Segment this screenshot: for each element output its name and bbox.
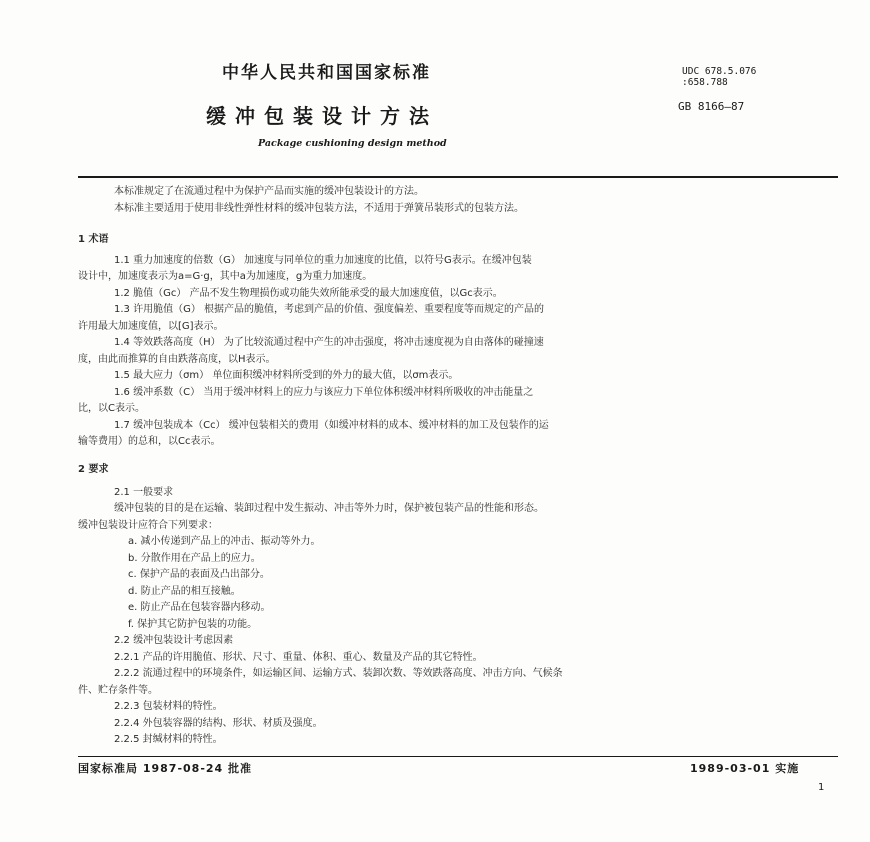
section-2 — [78, 462, 836, 749]
list-item: c. 保护产品的表面及凸出部分。 — [128, 569, 270, 580]
term-line: 1.3 许用脆值（G） 根据产品的脆值，考虑到产品的价值、强度偏差、重要程度等而规定的产品的 — [114, 304, 545, 315]
intro-line: 本标准主要适用于使用非线性弹性材料的缓冲包装方法，不适用于弹簧吊装形式的包装方法。 — [114, 202, 524, 214]
term-line: 1.2 脆值（Gc） 产品不发生物理损伤或功能失效所能承受的最大加速度值，以Gc表示。 — [114, 287, 503, 299]
intro-line: 本标准规定了在流通过程中为保护产品而实施的缓冲包装设计的方法。 — [114, 186, 424, 197]
page-number: 1 — [818, 782, 825, 793]
term-line: 设计中，加速度表示为a=G·g，其中a为加速度，g为重力加速度。 — [78, 271, 373, 282]
body-line: 缓冲包装的目的是在运输、装卸过程中发生振动、冲击等外力时，保护被包装产品的性能和形态。 — [114, 503, 544, 514]
section-heading: 1 术语 — [78, 234, 109, 245]
term-line: 1.4 等效跌落高度（H） 为了比较流通过程中产生的冲击强度，将冲击速度视为自由落体的碰撞速 — [114, 337, 544, 348]
body-line: 件、贮存条件等。 — [78, 684, 158, 696]
document-title-en: Package cushioning design method — [258, 138, 447, 149]
list-item: b. 分散作用在产品上的应力。 — [128, 552, 261, 564]
body-line: 2.2.1 产品的许用脆值、形状、尺寸、重量、体积、重心、数量及产品的其它特性。 — [114, 651, 483, 663]
document-title-cn: 缓冲包装设计方法 — [206, 104, 438, 128]
intro-block — [78, 184, 836, 217]
term-line: 1.5 最大应力（σm） 单位面积缓冲材料所受到的外力的最大值，以σm表示。 — [114, 370, 459, 381]
term-line: 1.1 重力加速度的倍数（G） 加速度与同单位的重力加速度的比值，以符号G表示。在缓冲包装 — [114, 254, 532, 266]
subsection-heading: 2.2 缓冲包装设计考虑因素 — [114, 635, 234, 646]
term-line: 度，由此而推算的自由跌落高度，以H表示。 — [78, 353, 276, 365]
section-1 — [78, 232, 836, 451]
body-line: 2.2.5 封缄材料的特性。 — [114, 734, 223, 745]
body-line: 2.2.2 流通过程中的环境条件，如运输区间、运输方式、装卸次数、等效跌落高度、冲击方向、气候条 — [114, 668, 563, 679]
standard-name: 中华人民共和国国家标准 — [222, 63, 431, 83]
list-item: a. 减小传递到产品上的冲击、振动等外力。 — [128, 536, 321, 547]
approval-date: 国家标准局 1987-08-24 批准 — [78, 762, 253, 775]
term-line: 许用最大加速度值，以[G]表示。 — [78, 320, 224, 332]
list-item: f. 保护其它防护包装的功能。 — [128, 618, 258, 630]
term-line: 1.7 缓冲包装成本（Cc） 缓冲包装相关的费用（如缓冲材料的成本、缓冲材料的加工及包装作的运 — [114, 419, 549, 431]
udc-code: UDC 678.5.076 :658.788 — [682, 66, 757, 88]
list-item: d. 防止产品的相互接触。 — [128, 585, 241, 597]
term-line: 比，以C表示。 — [78, 403, 145, 414]
term-line: 1.6 缓冲系数（C） 当用于缓冲材料上的应力与该应力下单位体积缓冲材料所吸收的冲击能量之 — [114, 386, 534, 398]
gb-number: GB 8166—87 — [678, 100, 745, 113]
body-line: 2.2.4 外包装容器的结构、形状、材质及强度。 — [114, 717, 323, 729]
subsection-heading: 2.1 一般要求 — [114, 486, 174, 498]
term-line: 输等费用）的总和，以Cc表示。 — [78, 436, 221, 447]
body-line: 缓冲包装设计应符合下列要求： — [78, 519, 218, 531]
list-item: e. 防止产品在包装容器内移动。 — [128, 602, 271, 613]
effective-date: 1989-03-01 实施 — [690, 762, 800, 775]
header-divider — [78, 176, 838, 178]
footer-divider — [78, 756, 838, 757]
body-line: 2.2.3 包装材料的特性。 — [114, 701, 223, 712]
section-heading: 2 要求 — [78, 464, 109, 475]
